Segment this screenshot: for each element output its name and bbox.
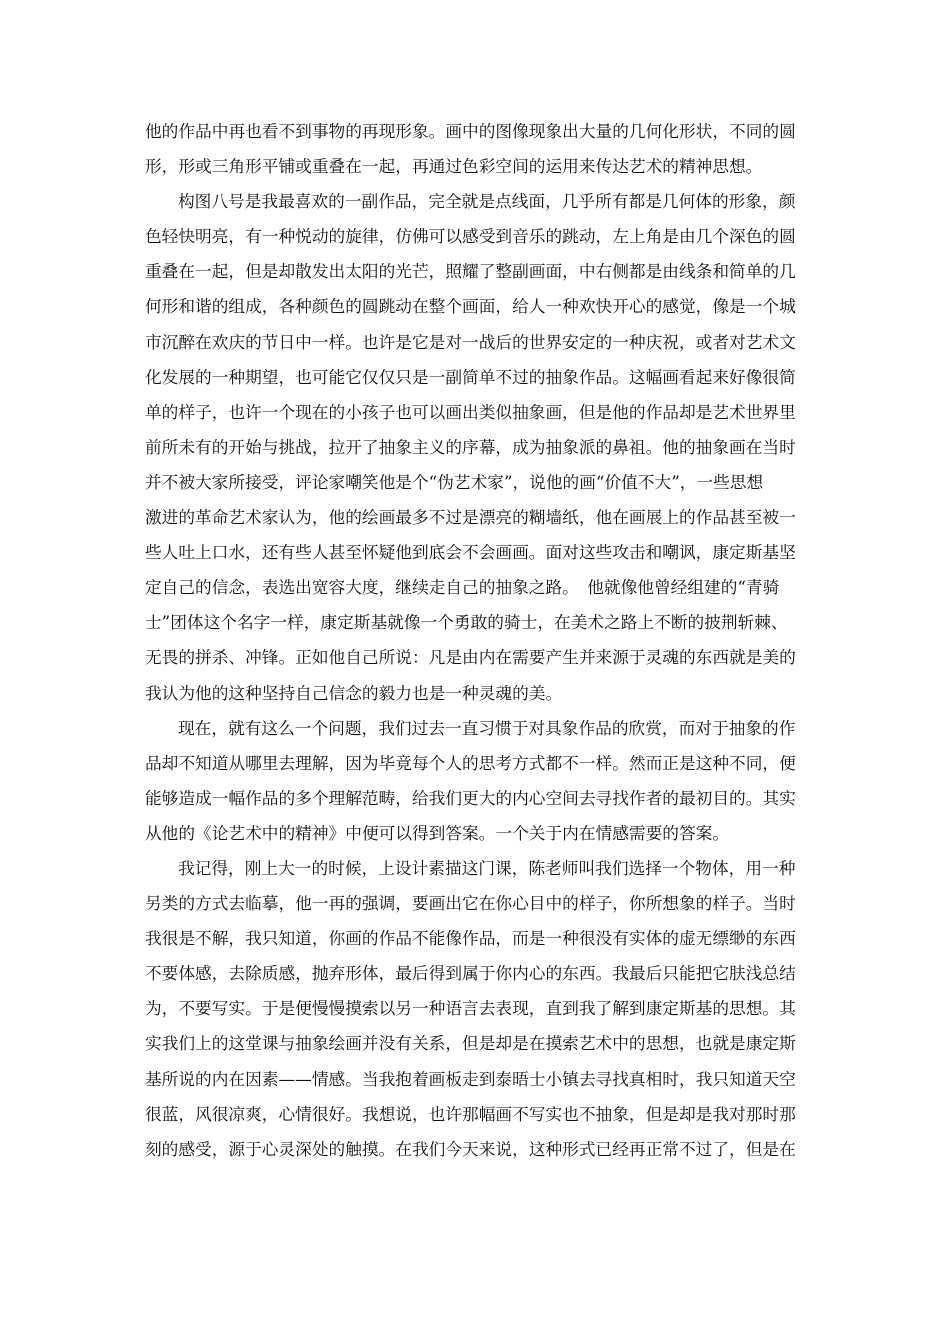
paragraph-start-line: 我记得，刚上大一的时候，上设计素描这门课，陈老师叫我们选择一个物体，用一种 bbox=[178, 857, 796, 878]
text-line: 实我们上的这堂课与抽象绘画并没有关系，但是却是在摸索艺术中的思想，也就是康定斯 bbox=[145, 1033, 796, 1054]
text-line: 色轻快明亮，有一种悦动的旋律，仿佛可以感受到音乐的跳动，左上角是由几个深色的圆 bbox=[145, 226, 796, 247]
text-line: 化发展的一种期望，也可能它仅仅只是一副简单不过的抽象作品。这幅画看起来好像很简 bbox=[145, 366, 796, 387]
text-line: 激进的革命艺术家认为，他的绘画最多不过是漂亮的糊墙纸，他在画展上的作品甚至被一 bbox=[145, 507, 796, 528]
text-line: 从他的《论艺术中的精神》中便可以得到答案。一个关于内在情感需要的答案。 bbox=[145, 822, 730, 843]
text-line: 我认为他的这种坚持自己信念的毅力也是一种灵魂的美。 bbox=[145, 682, 563, 703]
text-line: 为，不要写实。于是便慢慢摸索以另一种语言去表现，直到我了解到康定斯基的思想。其 bbox=[145, 998, 796, 1019]
text-line: 士”团体这个名字一样，康定斯基就像一个勇敢的骑士，在美术之路上不断的披荆斩棘、 bbox=[145, 612, 788, 633]
text-line: 定自己的信念，表选出宽容大度，继续走自己的抽象之路。 他就像他曾经组建的“青骑 bbox=[145, 577, 780, 598]
paragraph-start-line: 构图八号是我最喜欢的一副作品，完全就是点线面，几乎所有都是几何体的形象，颜 bbox=[178, 191, 796, 212]
text-line: 些人吐上口水，还有些人甚至怀疑他到底会不会画画。面对这些攻击和嘲讽，康定斯基坚 bbox=[145, 542, 796, 563]
text-line: 很蓝，风很凉爽，心情很好。我想说，也许那幅画不写实也不抽象，但是却是我对那时那 bbox=[145, 1103, 796, 1124]
text-line: 形，形或三角形平铺或重叠在一起，再通过色彩空间的运用来传达艺术的精神思想。 bbox=[145, 156, 763, 177]
text-line: 品却不知道从哪里去理解，因为毕竟每个人的思考方式都不一样。然而正是这种不同，便 bbox=[145, 752, 796, 773]
text-line: 无畏的拼杀、冲锋。正如他自己所说：凡是由内在需要产生并来源于灵魂的东西就是美的 bbox=[145, 647, 796, 668]
paragraph-start-line: 现在，就有这么一个问题，我们过去一直习惯于对具象作品的欣赏，而对于抽象的作 bbox=[178, 717, 796, 738]
body-text bbox=[145, 114, 809, 1167]
text-line: 单的样子，也许一个现在的小孩子也可以画出类似抽象画，但是他的作品却是艺术世界里 bbox=[145, 401, 796, 422]
text-line: 何形和谐的组成，各种颜色的圆跳动在整个画面，给人一种欢快开心的感觉，像是一个城 bbox=[145, 296, 796, 317]
text-line: 另类的方式去临摹，他一再的强调，要画出它在你心目中的样子，你所想象的样子。当时 bbox=[145, 893, 796, 914]
text-line: 前所未有的开始与挑战，拉开了抽象主义的序幕，成为抽象派的鼻祖。他的抽象画在当时 bbox=[145, 436, 796, 457]
text-line: 能够造成一幅作品的多个理解范畴，给我们更大的内心空间去寻找作者的最初目的。其实 bbox=[145, 787, 796, 808]
text-line: 重叠在一起，但是却散发出太阳的光芒，照耀了整副画面，中右侧都是由线条和简单的几 bbox=[145, 261, 796, 282]
text-line: 刻的感受，源于心灵深处的触摸。在我们今天来说，这种形式已经再正常不过了，但是在 bbox=[145, 1138, 796, 1159]
text-line: 市沉醉在欢庆的节日中一样。也许是它是对一战后的世界安定的一种庆祝，或者对艺术文 bbox=[145, 331, 796, 352]
text-line: 并不被大家所接受，评论家嘲笑他是个“伪艺术家”，说他的画“价值不大”，一些思想 bbox=[145, 471, 764, 492]
text-line: 我很是不解，我只知道，你画的作品不能像作品，而是一种很没有实体的虚无缥缈的东西 bbox=[145, 928, 796, 949]
text-line: 他的作品中再也看不到事物的再现形象。画中的图像现象出大量的几何化形状，不同的圆 bbox=[145, 121, 796, 141]
text-line: 基所说的内在因素——情感。当我抱着画板走到泰晤士小镇去寻找真相时，我只知道天空 bbox=[145, 1068, 796, 1089]
text-line: 不要体感，去除质感，抛弃形体，最后得到属于你内心的东西。我最后只能把它肤浅总结 bbox=[145, 963, 796, 984]
